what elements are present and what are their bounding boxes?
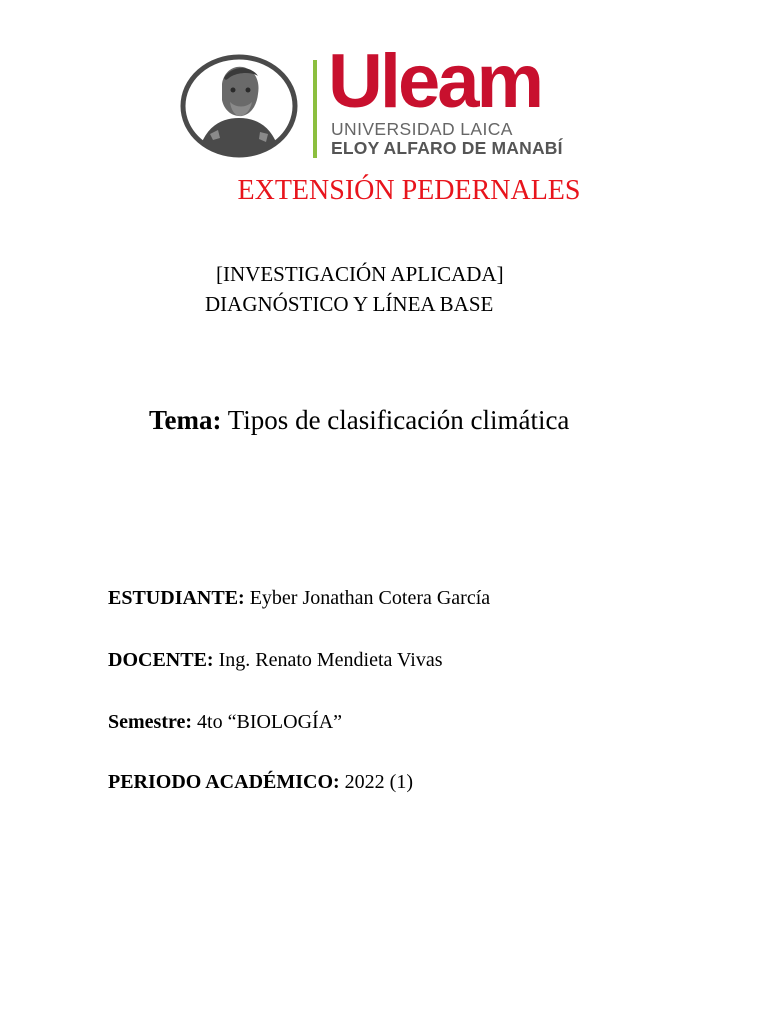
semester-label: Semestre: xyxy=(108,711,193,733)
brand-tagline-line1: UNIVERSIDAD LAICA xyxy=(331,119,513,139)
topic-value: Tipos de clasificación climática xyxy=(221,405,570,435)
semester-field xyxy=(108,711,342,734)
topic-line xyxy=(149,405,569,436)
academic-period-label: PERIODO ACADÉMICO: xyxy=(108,771,340,793)
topic-label: Tema: xyxy=(149,405,222,435)
logo-divider xyxy=(313,60,317,158)
student-value: Eyber Jonathan Cotera García xyxy=(244,587,491,609)
teacher-value: Ing. Renato Mendieta Vivas xyxy=(213,649,443,671)
teacher-field xyxy=(108,649,443,672)
student-label: ESTUDIANTE: xyxy=(108,587,245,609)
university-logo xyxy=(178,39,598,162)
student-field xyxy=(108,587,490,610)
university-seal-portrait-icon xyxy=(180,54,298,158)
campus-title: EXTENSIÓN PEDERNALES xyxy=(237,175,581,206)
subject-title: [INVESTIGACIÓN APLICADA] xyxy=(216,262,504,286)
brand-tagline-line2: ELOY ALFARO DE MANABÍ xyxy=(331,138,563,158)
teacher-label: DOCENTE: xyxy=(108,649,214,671)
semester-value: 4to “BIOLOGÍA” xyxy=(192,711,343,733)
academic-period-value: 2022 (1) xyxy=(339,771,413,793)
brand-name: Uleam xyxy=(328,39,542,124)
academic-period-field xyxy=(108,771,413,794)
subject-subtitle: DIAGNÓSTICO Y LÍNEA BASE xyxy=(205,292,494,316)
